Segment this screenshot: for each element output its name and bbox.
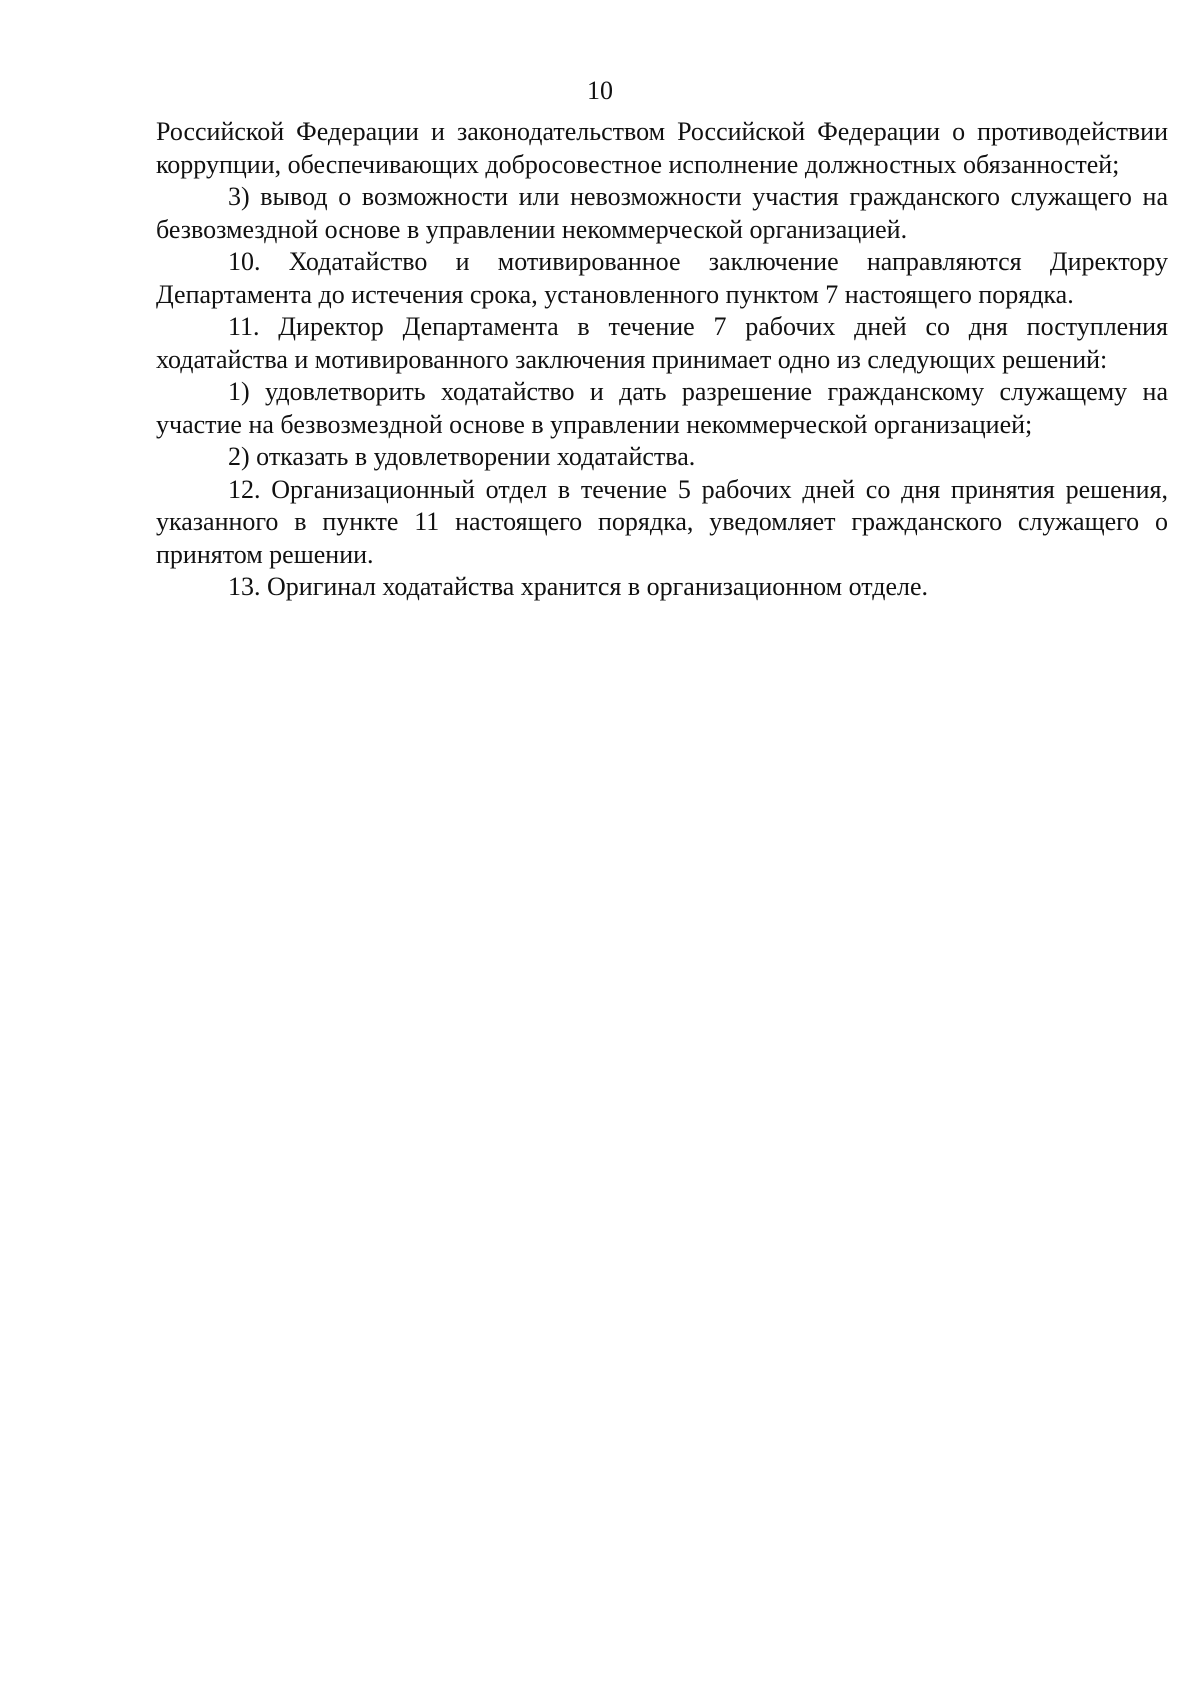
paragraph-continuation: Российской Федерации и законодательством Российской Федерации о противодействии коррупции, обеспечивающих добросовестное исполнение должностных обязанностей; [156,117,1168,179]
document-body [156,116,1168,604]
page-number: 10 [587,76,613,105]
paragraph-decision-2: 2) отказать в удовлетворении ходатайства. [228,442,696,471]
paragraph-clause-13: 13. Оригинал ходатайства хранится в организационном отделе. [228,572,929,601]
paragraph-decision-1: 1) удовлетворить ходатайство и дать разрешение гражданскому служащему на участие на безвозмездной основе в управлении некоммерческой организацией; [156,377,1168,439]
paragraph-clause-12: 12. Организационный отдел в течение 5 рабочих дней со дня принятия решения, указанного в пункте 11 настоящего порядка, уведомляет гражданского служащего о принятом решении. [156,474,1168,569]
paragraph-item-3-conclusion: 3) вывод о возможности или невозможности участия гражданского служащего на безвозмездной основе в управлении некоммерческой организацией. [156,182,1168,244]
paragraph-clause-11: 11. Директор Департамента в течение 7 рабочих дней со дня поступления ходатайства и мотивированного заключения принимает одно из следующих решений: [156,312,1168,374]
paragraph-clause-10: 10. Ходатайство и мотивированное заключение направляются Директору Департамента до истечения срока, установленного пунктом 7 настоящего порядка. [156,247,1168,309]
